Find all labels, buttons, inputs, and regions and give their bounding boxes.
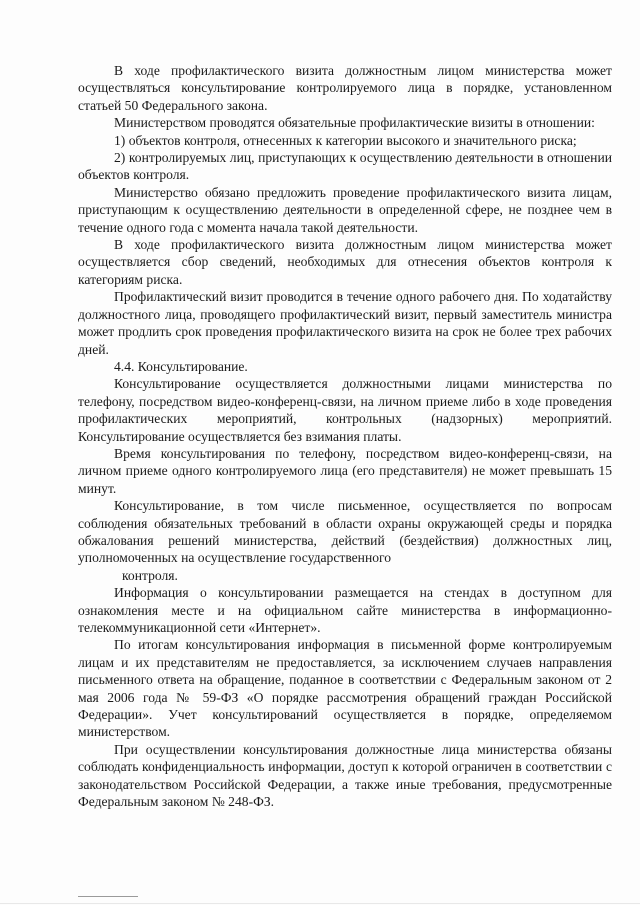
paragraph-visit-consulting: В ходе профилактического визита должностным лицом министерства может осуществляться консультирование контролируемого лица в порядке, установленном статьей 50 Федерального закона. bbox=[78, 63, 612, 113]
paragraph-consulting-time: Время консультирования по телефону, посредством видео-конференц-связи, на личном приеме одного контролируемого лица (его представителя) не может превышать 15 минут. bbox=[78, 445, 612, 496]
document-body bbox=[78, 62, 612, 810]
paragraph-consulting-topics-tail: контроля. bbox=[122, 567, 178, 583]
paragraph-confidentiality: При осуществлении консультирования должностные лица министерства обязаны соблюдать конфиденциальность информации, доступ к которой ограничен в соответствии с законодательством Российской Федерации, а также иные требования, предусмотренные Федеральным законом № 248-ФЗ. bbox=[78, 741, 612, 810]
section-heading-4-4: 4.4. Консультирование. bbox=[114, 358, 248, 374]
paragraph-visit-duration: Профилактический визит проводится в течение одного рабочего дня. По ходатайству должностного лица, проводящего профилактический визит, первый заместитель министра может продлить срок проведения профилактического визита на срок не более трех рабочих дней. bbox=[78, 289, 612, 357]
paragraph-mandatory-visits: Министерством проводятся обязательные профилактические визиты в отношении: bbox=[114, 115, 595, 131]
paragraph-data-collection: В ходе профилактического визита должностным лицом министерства может осуществляется сбор сведений, необходимых для отнесения объектов контроля к категориям риска. bbox=[78, 237, 612, 287]
list-item-1: 1) объектов контроля, отнесенных к категории высокого и значительного риска; bbox=[114, 132, 577, 148]
list-item-2: 2) контролируемых лиц, приступающих к осуществлению деятельности в отношении объектов контроля. bbox=[78, 150, 612, 183]
paragraph-consulting-means: Консультирование осуществляется должностными лицами министерства по телефону, посредством видео-конференц-связи, на личном приеме либо в ходе проведения профилактических мероприятий, контрольных (надзорных) мероприятий. Консультирование осуществляется без взимания платы. bbox=[78, 376, 612, 444]
paragraph-obligation: Министерство обязано предложить проведение профилактического визита лицам, приступающим к осуществлению деятельности в определенной сфере, не позднее чем в течение одного года с момента начала такой деятельности. bbox=[78, 184, 612, 235]
page-bottom-edge bbox=[0, 903, 640, 904]
paragraph-written-answers: По итогам консультирования информация в письменной форме контролируемым лицам и их представителям не предоставляется, за исключением случаев направления письменного ответа на обращение, поданное в соответствии с Федеральным законом от 2 мая 2006 года № 59-ФЗ «О порядке рассмотрения обращений граждан Российской Федерации». Учет консультирований осуществляется в порядке, определяемом министерством. bbox=[78, 637, 612, 740]
paragraph-info-placement: Информация о консультировании размещается на стендах в доступном для ознакомления месте и на официальном сайте министерства в информационно-телекоммуникационной сети «Интернет». bbox=[78, 585, 612, 635]
footnote-divider bbox=[78, 896, 138, 897]
paragraph-consulting-topics: Консультирование, в том числе письменное, осуществляется по вопросам соблюдения обязательных требований в области охраны окружающей среды и порядка обжалования решений министерства, действий (бездействия) должностных лиц, уполномоченных на осуществление государственного bbox=[78, 498, 612, 566]
